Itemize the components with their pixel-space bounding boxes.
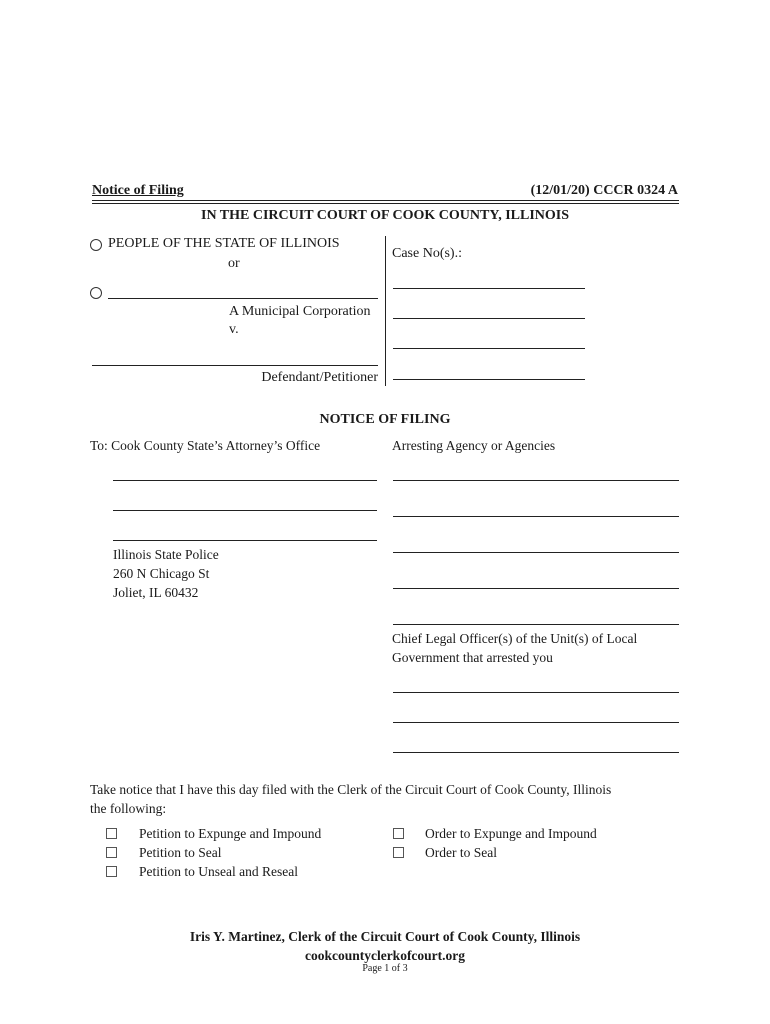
recipient-line[interactable] xyxy=(113,510,377,511)
case-number-line[interactable] xyxy=(393,348,585,349)
municipal-label: A Municipal Corporation xyxy=(229,304,371,319)
header-rule-bottom xyxy=(92,203,679,204)
filing-statement-line-1: Take notice that I have this day filed with the Clerk of the Circuit Court of Cook County, Illinois xyxy=(90,782,612,797)
chief-legal-line[interactable] xyxy=(393,692,679,693)
option-label: Petition to Expunge and Impound xyxy=(139,826,322,841)
chief-legal-line[interactable] xyxy=(393,722,679,723)
page-number: Page 1 of 3 xyxy=(362,963,408,974)
header-rule-top xyxy=(92,200,679,201)
option-label: Order to Expunge and Impound xyxy=(425,826,597,841)
court-title: IN THE CIRCUIT COURT OF COOK COUNTY, ILLINOIS xyxy=(201,208,569,223)
clerk-footer: Iris Y. Martinez, Clerk of the Circuit Court of Cook County, Illinois xyxy=(189,929,581,944)
form-title: Notice of Filing xyxy=(92,183,184,198)
agency-line[interactable] xyxy=(393,516,679,517)
form-code: (12/01/20) CCCR 0324 A xyxy=(530,183,678,198)
municipal-name-line[interactable] xyxy=(108,298,378,299)
municipal-radio[interactable] xyxy=(90,287,102,299)
option-label: Petition to Seal xyxy=(139,845,222,860)
arresting-agency-label: Arresting Agency or Agencies xyxy=(392,438,556,453)
expunge-impound-order-checkbox[interactable] xyxy=(393,828,404,839)
option-label: Order to Seal xyxy=(425,845,497,860)
agency-line[interactable] xyxy=(393,624,679,625)
recipient-line[interactable] xyxy=(113,540,377,541)
chief-legal-label-2: Government that arrested you xyxy=(392,650,553,665)
filing-statement-line-2: the following: xyxy=(90,801,167,816)
chief-legal-line[interactable] xyxy=(393,752,679,753)
defendant-name-line[interactable] xyxy=(92,365,378,366)
people-label: PEOPLE OF THE STATE OF ILLINOIS xyxy=(108,236,340,251)
isp-city: Joliet, IL 60432 xyxy=(113,585,199,600)
versus-label: v. xyxy=(229,322,239,337)
agency-line[interactable] xyxy=(393,480,679,481)
option-label: Petition to Unseal and Reseal xyxy=(139,864,298,879)
unseal-reseal-petition-checkbox[interactable] xyxy=(106,866,117,877)
notice-heading: NOTICE OF FILING xyxy=(319,412,451,427)
chief-legal-label-1: Chief Legal Officer(s) of the Unit(s) of Local xyxy=(392,631,638,646)
people-radio[interactable] xyxy=(90,239,102,251)
recipient-line[interactable] xyxy=(113,480,377,481)
case-number-label: Case No(s).: xyxy=(392,246,462,261)
to-label: To: Cook County State’s Attorney’s Office xyxy=(90,438,321,453)
caption-divider xyxy=(385,236,386,386)
or-label: or xyxy=(228,256,240,271)
expunge-impound-petition-checkbox[interactable] xyxy=(106,828,117,839)
isp-name: Illinois State Police xyxy=(113,547,219,562)
clerk-website[interactable]: cookcountyclerkofcourt.org xyxy=(304,948,466,963)
isp-street: 260 N Chicago St xyxy=(113,566,210,581)
case-number-line[interactable] xyxy=(393,318,585,319)
case-number-line[interactable] xyxy=(393,379,585,380)
seal-petition-checkbox[interactable] xyxy=(106,847,117,858)
defendant-label: Defendant/Petitioner xyxy=(261,370,378,385)
agency-line[interactable] xyxy=(393,552,679,553)
case-number-line[interactable] xyxy=(393,288,585,289)
seal-order-checkbox[interactable] xyxy=(393,847,404,858)
agency-line[interactable] xyxy=(393,588,679,589)
